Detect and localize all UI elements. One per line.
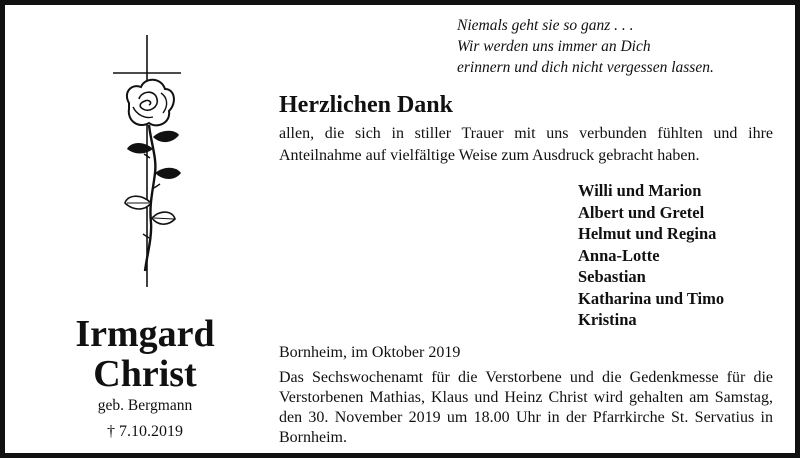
death-date: † 7.10.2019 — [107, 423, 183, 440]
thanks-text: allen, die sich in stiller Trauer mit uns verbunden fühlten und ihre Anteilnahme auf vielfältige Weise zum Ausdruck gebracht haben. — [279, 125, 773, 164]
deceased-last-name: Christ — [93, 353, 197, 395]
heading: Herzlichen Dank — [279, 92, 453, 118]
birth-name: geb. Bergmann — [97, 397, 193, 414]
deceased-first-name: Irmgard — [75, 313, 215, 355]
poem-line: Niemals geht sie so ganz . . . — [457, 17, 634, 34]
family-member: Helmut und Regina — [578, 224, 717, 243]
family-member: Willi und Marion — [578, 181, 702, 200]
service-notice: Das Sechswochenamt für die Verstorbene und die Gedenkmesse für die Verstorbenen Mathias, Klaus und Heinz Christ wird gehalten am Samstag, den 30. November 2019 um 18.00 Uhr in der Pfarrkirche St. Servatius in Bornheim. — [279, 369, 773, 446]
family-member: Katharina und Timo — [578, 288, 725, 308]
family-member: Kristina — [578, 310, 637, 329]
poem — [457, 15, 787, 78]
poem-line: Wir werden uns immer an Dich — [457, 38, 651, 55]
place-date: Bornheim, im Oktober 2019 — [279, 344, 461, 361]
family-member: Sebastian — [578, 267, 646, 286]
poem-line: erinnern und dich nicht vergessen lassen. — [457, 59, 714, 76]
family-member: Albert und Gretel — [578, 202, 705, 222]
family-list — [578, 180, 724, 331]
family-member: Anna-Lotte — [578, 245, 660, 265]
cross-with-rose-icon — [105, 33, 191, 289]
